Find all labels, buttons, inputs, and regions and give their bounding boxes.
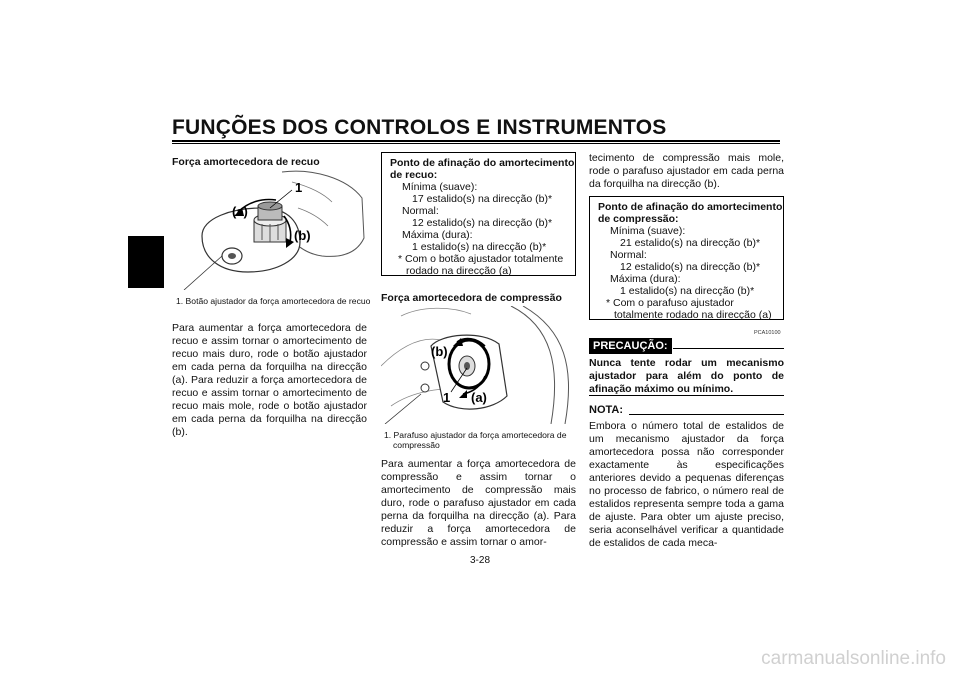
compression-label-a: (a) (471, 390, 487, 405)
compression-spec-normal-label: Normal: (610, 249, 647, 261)
compression-adjuster-illustration (381, 306, 577, 424)
rebound-spec-max-label: Máxima (dura): (402, 229, 473, 241)
rebound-label-b: (b) (294, 228, 311, 243)
compression-label-1: 1 (443, 390, 451, 405)
caution-title: PRECAUÇÃO: (589, 338, 672, 354)
rebound-spec-footnote: * Com o botão ajustador totalmente rodado na direcção (a) (398, 253, 564, 277)
rebound-spec-box (381, 152, 576, 276)
rebound-spec-normal-label: Normal: (402, 205, 439, 217)
note-title: NOTA: (589, 404, 624, 416)
compression-label-b: (b) (431, 344, 448, 359)
compression-spec-box (589, 196, 784, 320)
rebound-spec-min-value: 17 estalido(s) na direcção (b)* (412, 193, 553, 205)
caution-bottom-rule (589, 395, 784, 396)
compression-spec-min-label: Mínima (suave): (610, 225, 686, 237)
compression-spec-title: Ponto de afinação do amortecimento de compressão: (598, 201, 783, 225)
note-text: Embora o número total de estalidos de um mecanismo ajustador da força amortecedora possa não corresponder exactamente às especificações anteriores devido a pequenas diferenças no processo de fabrico, o número real de estalidos representa sempre toda a gama de ajuste. Para obter um ajuste preciso, seria aconselhável verificar a quantidade de estalidos de cada meca- (589, 420, 784, 549)
chapter-tab-number: 3 (145, 257, 152, 271)
note-header (589, 404, 784, 418)
watermark: carmanualsonline.info (761, 648, 946, 669)
compression-spec-max-value: 1 estalido(s) na direcção (b)* (620, 285, 755, 297)
compression-spec-footnote: * Com o parafuso ajustador totalmente rodado na direcção (a) (606, 297, 772, 321)
rebound-label-1: 1 (295, 180, 303, 195)
rebound-paragraph: Para aumentar a força amortecedora de recuo e assim tornar o amortecimento de recuo mais duro, rode o botão ajustador em cada perna da forquilha na direcção (a). Para reduzir a força amortecedora de recuo e assim tornar o amortecimento de recuo mais mole, rode o botão ajustador em cada perna da forquilha na direcção (b). (172, 322, 367, 438)
rebound-spec-min-label: Mínima (suave): (402, 181, 478, 193)
rebound-spec-title: Ponto de afinação do amortecimento de recuo: (390, 157, 575, 181)
page-number: 3-28 (470, 555, 491, 566)
compression-spec-min-value: 21 estalido(s) na direcção (b)* (620, 237, 761, 249)
rebound-adjuster-illustration (172, 168, 368, 290)
compression-paragraph: Para aumentar a força amortecedora de compressão e assim tornar o amortecimento de compressão mais duro, rode o parafuso ajustador em cada perna da forquilha na direcção (a). Para reduzir a força amortecedora de compressão e assim tornar o amor- (381, 458, 576, 548)
caution-code: PCA10100 (754, 330, 781, 336)
compression-paragraph-cont: tecimento de compressão mais mole, rode o parafuso ajustador em cada perna da forquilha na direcção (b). (589, 152, 784, 190)
rebound-spec-normal-value: 12 estalido(s) na direcção (b)* (412, 217, 553, 229)
rebound-heading: Força amortecedora de recuo (172, 156, 320, 168)
caution-rule (673, 348, 784, 349)
title-rule-thin (172, 143, 780, 144)
rebound-spec-max-value: 1 estalido(s) na direcção (b)* (412, 241, 547, 253)
caution-header (589, 338, 784, 354)
rebound-label-a: (a) (232, 204, 248, 219)
note-rule (629, 414, 784, 415)
rebound-caption: 1. Botão ajustador da força amortecedora de recuo (176, 296, 371, 306)
compression-heading: Força amortecedora de compressão (381, 292, 562, 304)
page-title: FUNÇÕES DOS CONTROLOS E INSTRUMENTOS (172, 116, 667, 139)
title-rule (172, 140, 780, 142)
compression-spec-max-label: Máxima (dura): (610, 273, 681, 285)
caution-text: Nunca tente rodar um mecanismo ajustador para além do ponto de afinação máximo ou mínimo. (589, 357, 784, 395)
compression-spec-normal-value: 12 estalido(s) na direcção (b)* (620, 261, 761, 273)
compression-caption: 1. Parafuso ajustador da força amortecedora de compressão (384, 430, 567, 450)
